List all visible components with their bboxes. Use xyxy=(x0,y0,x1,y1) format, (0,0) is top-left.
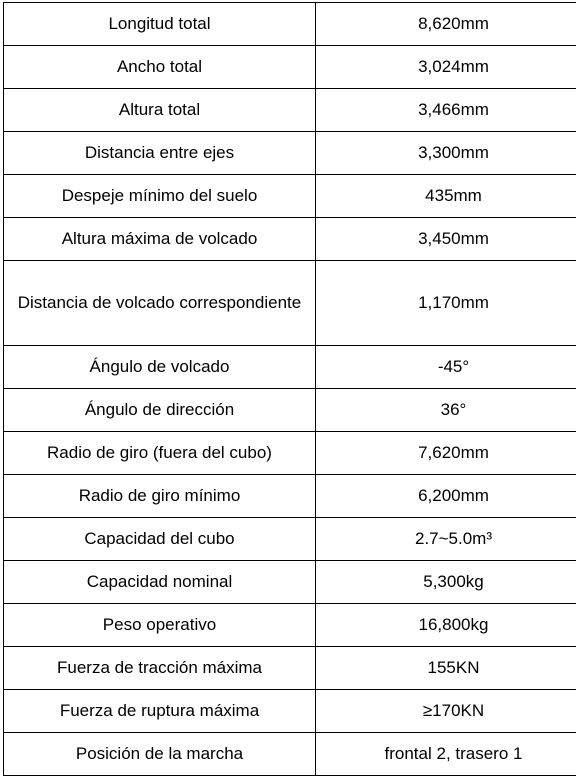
spec-label: Altura máxima de volcado xyxy=(4,218,316,261)
spec-value: -45° xyxy=(316,346,576,389)
spec-table xyxy=(3,2,576,776)
spec-label: Distancia de volcado correspondiente xyxy=(4,261,316,346)
spec-label: Posición de la marcha xyxy=(4,733,316,776)
table-row xyxy=(4,733,576,776)
table-row xyxy=(4,89,576,132)
table-row xyxy=(4,561,576,604)
spec-label: Radio de giro mínimo xyxy=(4,475,316,518)
spec-label: Distancia entre ejes xyxy=(4,132,316,175)
spec-label: Ángulo de volcado xyxy=(4,346,316,389)
spec-value: 2.7~5.0m³ xyxy=(316,518,576,561)
spec-label: Capacidad nominal xyxy=(4,561,316,604)
spec-label: Fuerza de tracción máxima xyxy=(4,647,316,690)
spec-value: 435mm xyxy=(316,175,576,218)
table-row xyxy=(4,690,576,733)
spec-label: Longitud total xyxy=(4,3,316,46)
spec-label: Ángulo de dirección xyxy=(4,389,316,432)
table-row xyxy=(4,389,576,432)
table-row xyxy=(4,175,576,218)
table-row xyxy=(4,604,576,647)
table-row xyxy=(4,3,576,46)
spec-label: Capacidad del cubo xyxy=(4,518,316,561)
spec-label: Radio de giro (fuera del cubo) xyxy=(4,432,316,475)
spec-value: 5,300kg xyxy=(316,561,576,604)
table-row xyxy=(4,518,576,561)
spec-value: 7,620mm xyxy=(316,432,576,475)
spec-value: 3,466mm xyxy=(316,89,576,132)
spec-value: 3,024mm xyxy=(316,46,576,89)
table-row xyxy=(4,647,576,690)
spec-value: 155KN xyxy=(316,647,576,690)
table-row xyxy=(4,346,576,389)
spec-value: frontal 2, trasero 1 xyxy=(316,733,576,776)
spec-value: 36° xyxy=(316,389,576,432)
spec-label: Peso operativo xyxy=(4,604,316,647)
spec-value: ≥170KN xyxy=(316,690,576,733)
table-row xyxy=(4,46,576,89)
spec-value: 8,620mm xyxy=(316,3,576,46)
table-row xyxy=(4,132,576,175)
spec-value: 16,800kg xyxy=(316,604,576,647)
table-row xyxy=(4,475,576,518)
table-row xyxy=(4,432,576,475)
table-row xyxy=(4,218,576,261)
spec-label: Despeje mínimo del suelo xyxy=(4,175,316,218)
spec-label: Altura total xyxy=(4,89,316,132)
spec-value: 3,450mm xyxy=(316,218,576,261)
spec-label: Fuerza de ruptura máxima xyxy=(4,690,316,733)
spec-value: 3,300mm xyxy=(316,132,576,175)
spec-label: Ancho total xyxy=(4,46,316,89)
table-row xyxy=(4,261,576,346)
spec-value: 6,200mm xyxy=(316,475,576,518)
spec-value: 1,170mm xyxy=(316,261,576,346)
